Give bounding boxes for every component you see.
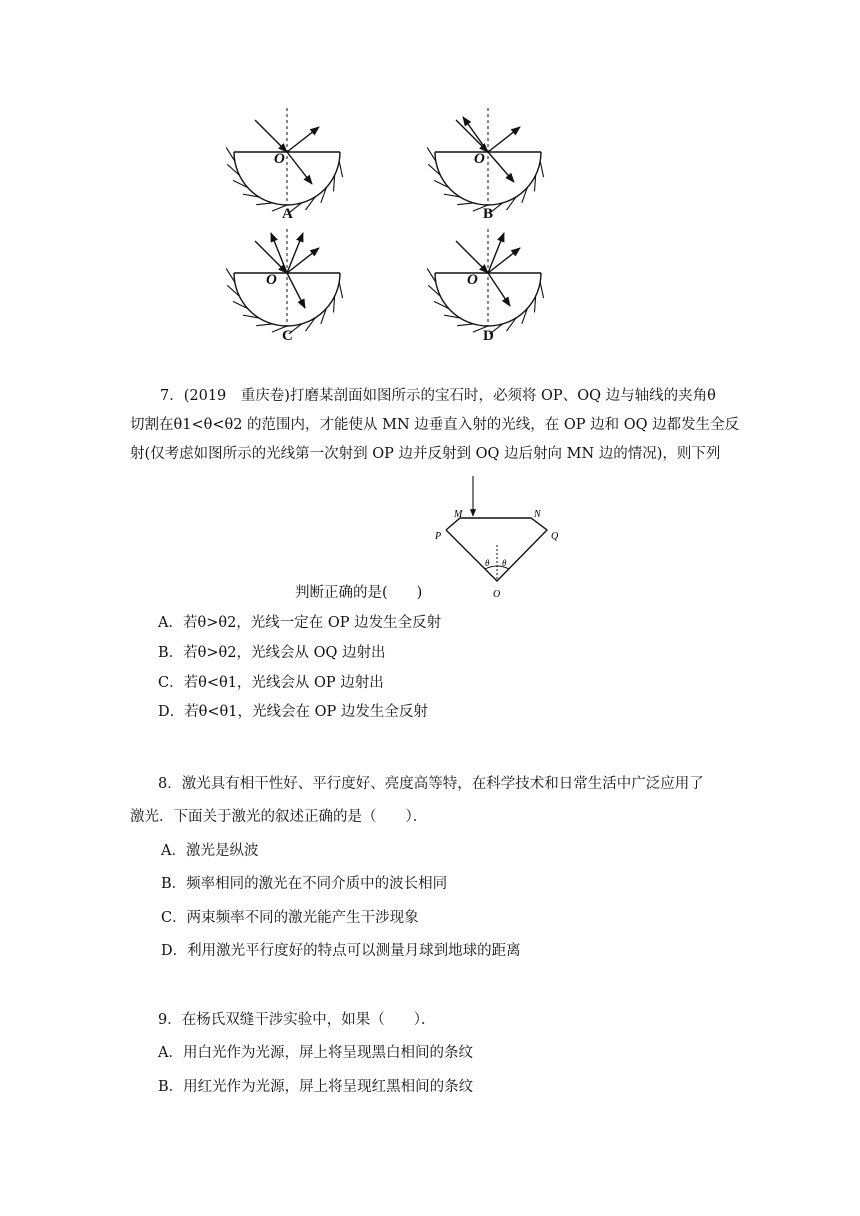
q7-option-d[interactable]: D．若θ<θ1，光线会在 OP 边发生全反射 — [158, 704, 428, 720]
hatch-a — [339, 161, 342, 177]
hatch-a — [256, 203, 272, 205]
figure-center-c: O — [266, 272, 277, 288]
q7-option-b[interactable]: B．若θ>θ2，光线会从 OQ 边射出 — [158, 645, 386, 661]
hatch-c — [256, 324, 272, 326]
q7-line-3: 射(仅考虑如图所示的光线第一次射到 OP 边并反射到 OQ 边后射向 MN 边的情况)，则下列 — [130, 446, 721, 462]
q7-option-c[interactable]: C．若θ<θ1，光线会从 OP 边射出 — [158, 675, 384, 691]
option-figures — [220, 100, 560, 350]
hatch-b — [540, 161, 543, 177]
gem-diagram — [430, 474, 570, 604]
extra-ray-c — [271, 233, 287, 273]
figure-label-b: B — [483, 206, 494, 222]
hatch-b — [457, 203, 473, 205]
extra-ray-b — [463, 117, 488, 152]
label-N: N — [534, 509, 541, 520]
refracted-ray-d — [488, 273, 510, 306]
gem-diagram-svg — [430, 474, 570, 604]
q8-line-1: 8．激光具有相干性好、平行度好、亮度高等特，在科学技术和日常生活中广泛应用了 — [158, 776, 704, 792]
hatch-d — [540, 282, 543, 298]
incident-ray-b — [456, 120, 488, 152]
reflected-ray-b — [488, 127, 520, 152]
q7-stem-tail: 判断正确的是( ) — [295, 585, 423, 601]
figure-label-d: D — [483, 328, 494, 344]
figure-center-d: O — [467, 272, 478, 288]
q7-line-2: 切割在θ1<θ<θ2 的范围内，才能使从 MN 边垂直入射的光线，在 OP 边和 OQ 边都发生全反 — [130, 417, 740, 433]
q8-option-b[interactable]: B．频率相同的激光在不同介质中的波长相同 — [161, 876, 448, 892]
hemisphere-arc-c — [234, 273, 340, 326]
q9-line-1: 9．在杨氏双缝干涉实验中，如果（ ）． — [158, 1012, 436, 1028]
label-Q: Q — [551, 531, 559, 542]
incident-ray-c — [255, 241, 287, 273]
hatch-b — [507, 197, 517, 210]
q8-option-a[interactable]: A．激光是纵波 — [161, 843, 259, 859]
hatch-d — [507, 318, 517, 331]
q7-option-a[interactable]: A．若θ>θ2，光线一定在 OP 边发生全反射 — [158, 615, 442, 631]
reflected-ray-a — [287, 127, 319, 152]
q9-option-a[interactable]: A．用白光作为光源，屏上将呈现黑白相间的条纹 — [158, 1045, 473, 1061]
label-M: M — [454, 509, 463, 520]
q7-line-1: 7．(2019 重庆卷)打磨某剖面如图所示的宝石时，必须将 OP、OQ 边与轴线的夹角θ — [160, 388, 716, 404]
hatch-c — [339, 282, 342, 298]
hemisphere-arc-a — [234, 152, 340, 205]
label-P: P — [435, 531, 442, 542]
incident-ray-d — [456, 241, 488, 273]
figure-label-c: C — [282, 328, 293, 344]
hatch-a — [306, 197, 316, 210]
q8-option-c[interactable]: C．两束频率不同的激光能产生干涉现象 — [161, 910, 419, 926]
hatch-d — [457, 324, 473, 326]
refracted-ray-c — [287, 273, 305, 308]
q8-line-2: 激光．下面关于激光的叙述正确的是（ ）． — [130, 809, 428, 825]
figure-center-b: O — [474, 151, 485, 167]
refracted-ray-b — [488, 152, 514, 182]
option-figures-svg — [220, 100, 560, 350]
hemisphere-arc-b — [435, 152, 541, 205]
q8-option-d[interactable]: D．利用激光平行度好的特点可以测量月球到地球的距离 — [161, 943, 521, 959]
refracted-ray-a — [287, 152, 312, 184]
hatch-c — [306, 318, 316, 331]
label-O: O — [493, 589, 501, 600]
incident-ray-a — [255, 120, 287, 152]
hemisphere-arc-d — [435, 273, 541, 326]
label-theta-right: θ — [502, 558, 507, 568]
figure-center-a: O — [274, 151, 285, 167]
label-theta-left: θ — [485, 558, 490, 568]
figure-label-a: A — [282, 206, 293, 222]
q9-option-b[interactable]: B．用红光作为光源，屏上将呈现红黑相间的条纹 — [158, 1079, 474, 1095]
